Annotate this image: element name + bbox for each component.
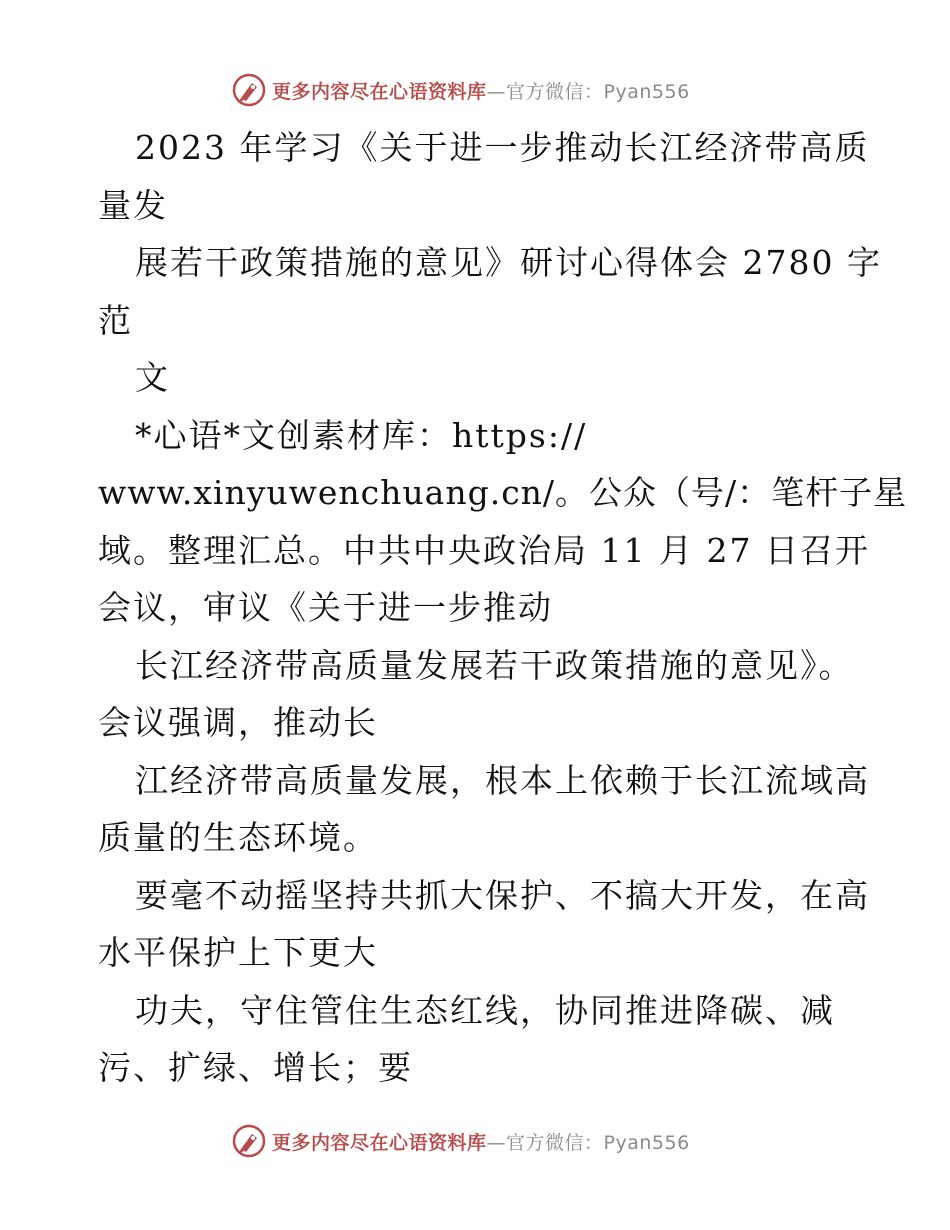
banner-gray-text: —官方微信：Pyan556 (486, 1131, 690, 1154)
text-line: 会议，审议《关于进一步推动 (98, 588, 553, 627)
text-line: *心语*文创素材库：https:// (135, 415, 588, 455)
text-line: 功夫，守住管住生态红线，协同推进降碳、减 (135, 990, 835, 1030)
text-line: 江经济带高质量发展，根本上依赖于长江流域高 (135, 760, 870, 800)
banner-red-text: 更多内容尽在心语资料库 (272, 1131, 487, 1154)
document-body (98, 119, 908, 1097)
text-line: 展若干政策措施的意见》研讨心得体会 2780 字 (135, 243, 882, 282)
pen-logo-icon (232, 1124, 266, 1158)
banner-gray-text: —官方微信：Pyan556 (486, 80, 690, 103)
text-line: 污、扩绿、增长；要 (98, 1048, 413, 1087)
banner-red-text: 更多内容尽在心语资料库 (272, 80, 487, 103)
text-line: 长江经济带高质量发展若干政策措施的意见》。 (135, 645, 854, 685)
text-line: 水平保护上下更大 (98, 933, 378, 972)
text-line: 要毫不动摇坚持共抓大保护、不搞大开发，在高 (135, 875, 870, 915)
pen-logo-icon (232, 73, 266, 107)
text-line: 域。整理汇总。中共中央政治局 11 月 27 日召开 (98, 530, 870, 570)
text-line: 范 (98, 300, 133, 340)
text-line: 会议强调，推动长 (98, 703, 378, 742)
text-line: 文 (135, 358, 170, 397)
text-line: 量发 (98, 185, 168, 225)
header-banner (232, 70, 690, 110)
text-line: 质量的生态环境。 (98, 818, 378, 857)
footer-banner (232, 1121, 690, 1161)
text-line: www.xinyuwenchuang.cn/。公众（号/：笔杆子星 (98, 473, 908, 512)
text-line: 2023 年学习《关于进一步推动长江经济带高质 (135, 128, 870, 167)
